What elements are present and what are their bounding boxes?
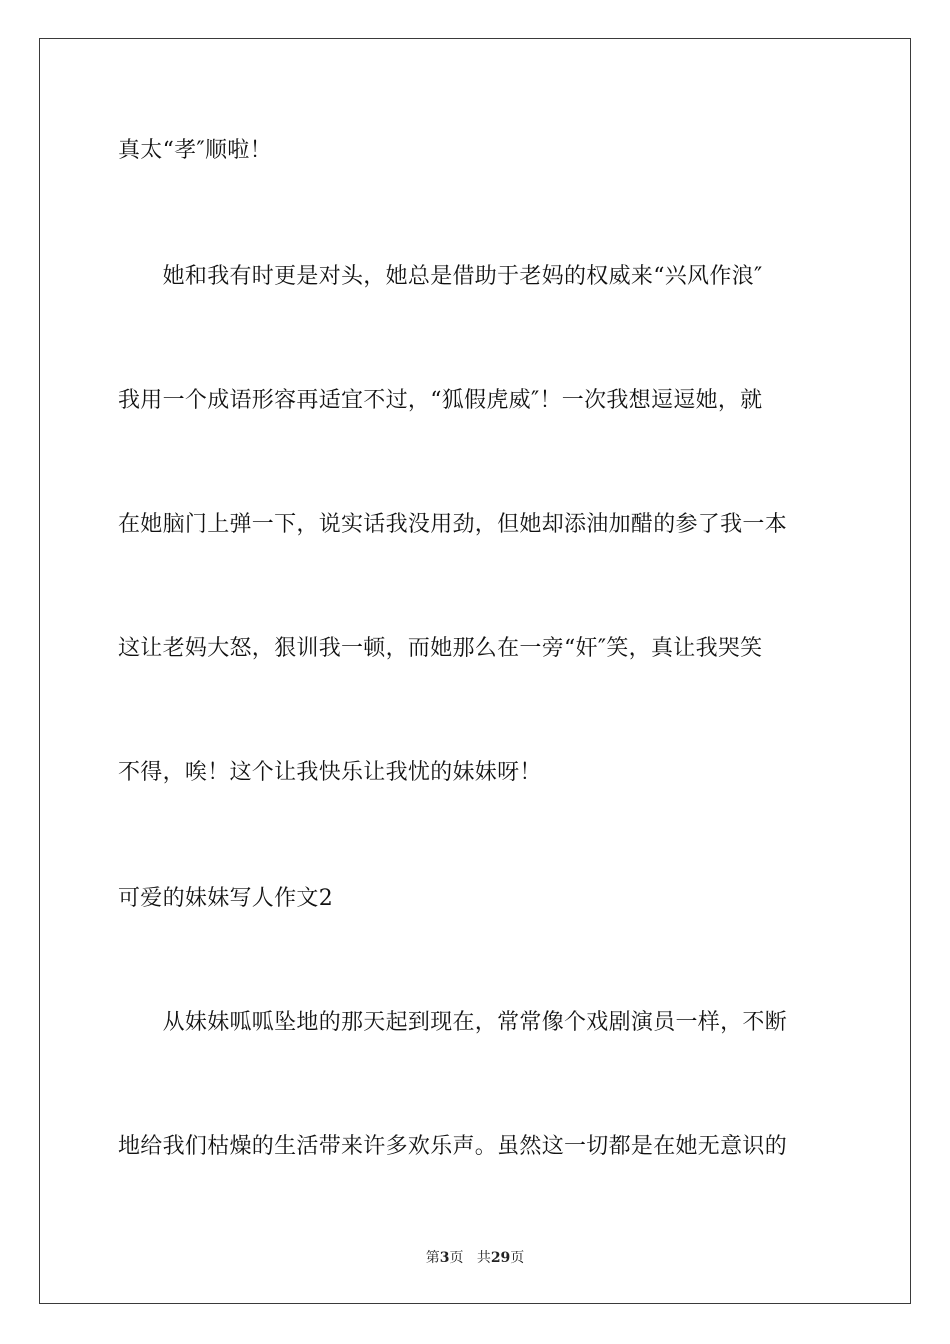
footer-page-suffix: 页 xyxy=(449,1250,464,1266)
footer-prefix: 第 xyxy=(425,1250,440,1266)
text-line-3: 我用一个成语形容再适宜不过，“狐假虎威″！一次我想逗逗她，就 xyxy=(118,388,763,413)
section-heading: 可爱的妹妹写人作文2 xyxy=(118,886,333,911)
footer-total-suffix: 页 xyxy=(510,1250,525,1266)
page-footer xyxy=(0,1248,950,1268)
text-line-5: 这让老妈大怒，狠训我一顿，而她那么在一旁“奸″笑，真让我哭笑 xyxy=(118,636,763,661)
page-border xyxy=(39,38,911,1304)
text-line-1: 真太“孝″顺啦！ xyxy=(118,138,272,163)
footer-page-number: 3 xyxy=(439,1250,450,1266)
footer-total-prefix: 共 xyxy=(476,1250,491,1266)
text-line-4: 在她脑门上弹一下，说实话我没用劲，但她却添油加醋的参了我一本 xyxy=(118,512,788,537)
text-line-2: 她和我有时更是对头，她总是借助于老妈的权威来“兴风作浪″ xyxy=(118,264,763,289)
text-line-8: 地给我们枯燥的生活带来许多欢乐声。虽然这一切都是在她无意识的 xyxy=(118,1134,788,1159)
text-line-6: 不得，唉！这个让我快乐让我忧的妹妹呀！ xyxy=(118,760,542,785)
text-line-7: 从妹妹呱呱坠地的那天起到现在，常常像个戏剧演员一样，不断 xyxy=(118,1010,788,1035)
footer-total-pages: 29 xyxy=(490,1250,511,1266)
